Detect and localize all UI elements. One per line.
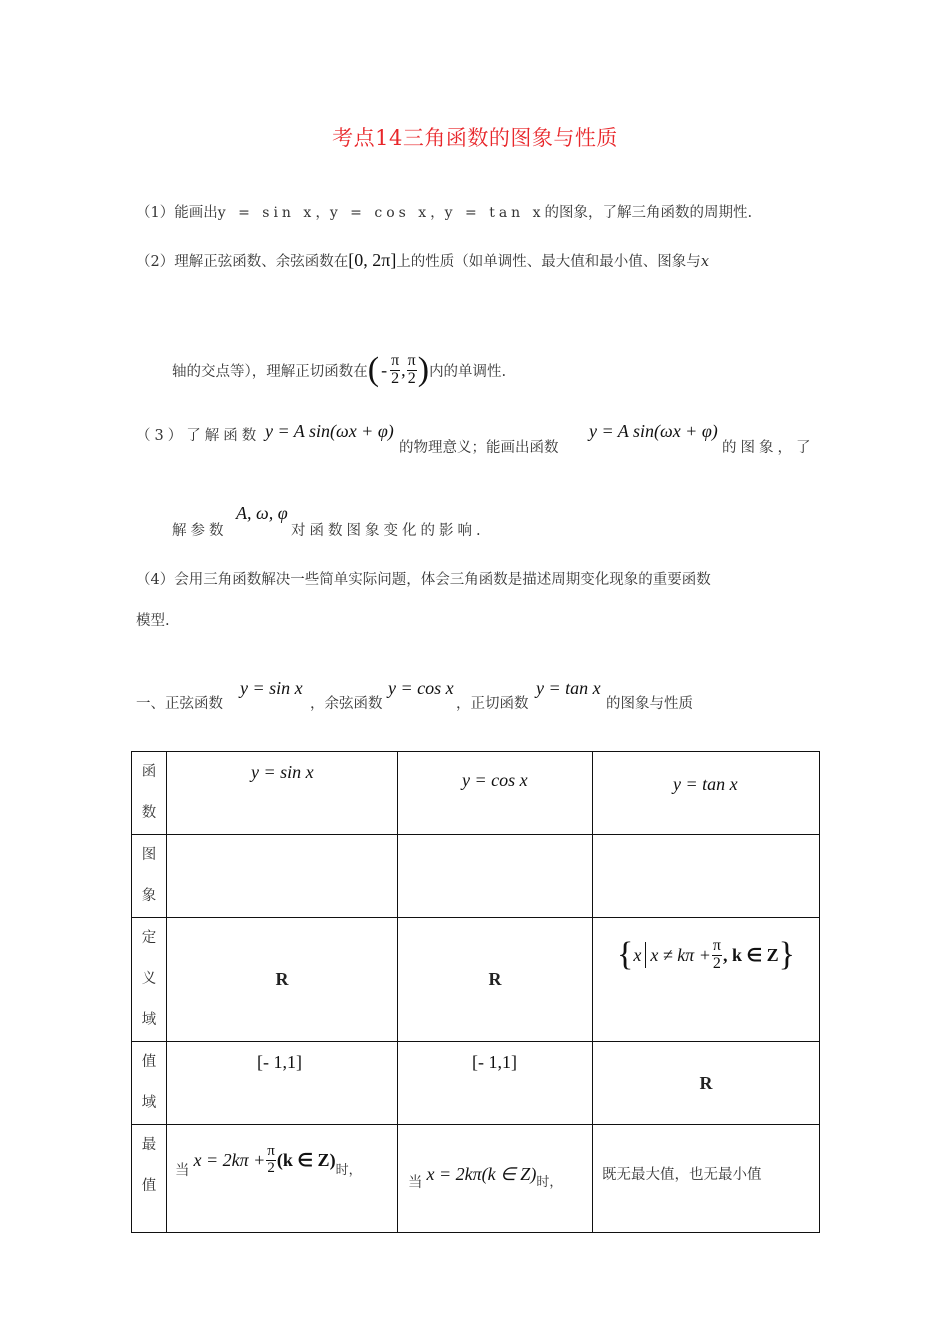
section-heading-prefix: 一、正弦函数	[136, 696, 223, 712]
domain-tan-frac: $\frac{\pi}{2}$	[712, 936, 721, 972]
requirement-4-line1: （4）会用三角函数解决一些简单实际问题，体会三角函数是描述周期变化现象的重要函数	[136, 572, 711, 588]
requirement-2	[136, 250, 709, 271]
extremum-sin-line: 当 x = 2kπ + $\frac{\pi}{2}$ (k ∈ Z) 时，	[175, 1143, 362, 1179]
cell-function-tan: y = tan x	[593, 752, 820, 835]
req1-cos: y = cos x	[329, 205, 431, 221]
req2-prefix: （2）理解正弦函数、余弦函数在	[136, 254, 349, 270]
extremum-sin-frac: $\frac{\pi}{2}$	[267, 1143, 275, 1176]
req3-formula-2: y = A sin(ωx + φ)	[589, 421, 718, 441]
row-header-range: 值 域	[132, 1042, 167, 1125]
row-header-extremum: 最 值	[132, 1125, 167, 1233]
req2-frac-right: $\frac{\pi}{2}$	[407, 351, 416, 387]
cell-range-cos: [- 1,1]	[398, 1042, 593, 1125]
req3-formula-1: y = A sin(ωx + φ)	[265, 421, 394, 441]
cell-extremum-sin	[167, 1125, 398, 1233]
req3-params: A, ω, φ	[236, 503, 288, 523]
req1-prefix: （1）能画出	[136, 205, 218, 221]
req2-interval: [0, 2π]	[348, 250, 397, 270]
row-header-domain: 定 义 域	[132, 918, 167, 1042]
cell-domain-tan	[593, 918, 820, 1042]
section-heading-cos: y = cos x	[388, 678, 454, 698]
section-heading-tan: y = tan x	[536, 678, 601, 698]
section-heading-mid1: ，余弦函数	[310, 696, 383, 712]
domain-tan-set: { x x ≠ kπ + $\frac{\pi}{2}$ , k ∈ Z }	[617, 936, 795, 973]
cell-extremum-cos	[398, 1125, 593, 1233]
page-title: 考点14三角函数的图象与性质	[332, 126, 618, 150]
cell-extremum-tan: 既无最大值，也无最小值	[593, 1125, 820, 1233]
properties-table	[131, 751, 820, 1233]
req3-prefix: （3）了解函数	[136, 428, 261, 444]
req2-open-interval: ( - $\frac{\pi}{2}$ , $\frac{\pi}{2}$ )	[367, 351, 430, 388]
req2-x: x	[700, 254, 709, 270]
cell-graph-sin	[167, 835, 398, 918]
req1-sep2: ，	[430, 205, 445, 221]
req2-comma: ,	[401, 359, 406, 380]
cell-graph-tan	[593, 835, 820, 918]
req1-sep1: ，	[315, 205, 330, 221]
requirement-2-line2	[172, 348, 506, 392]
req1-tan: y = tan x	[444, 205, 545, 221]
cell-function-cos: y = cos x	[398, 752, 593, 835]
req3-suffix: 的图象，了	[722, 440, 815, 456]
row-header-function: 函 数	[132, 752, 167, 835]
table-row-extremum	[132, 1125, 820, 1233]
requirement-3	[136, 424, 260, 445]
cell-domain-cos: R	[398, 918, 593, 1042]
cell-function-sin: y = sin x	[167, 752, 398, 835]
section-heading-suffix: 的图象与性质	[606, 696, 693, 712]
req2-frac-left: $\frac{\pi}{2}$	[391, 351, 400, 387]
req3-mid: 的物理意义；能画出函数	[399, 440, 559, 456]
cell-range-tan: R	[593, 1042, 820, 1125]
cell-graph-cos	[398, 835, 593, 918]
section-heading-sin: y = sin x	[240, 678, 303, 698]
req3-line2-suffix: 对函数图象变化的影响.	[291, 523, 485, 539]
table-row-range	[132, 1042, 820, 1125]
table-row-function	[132, 752, 820, 835]
req1-suffix: 的图象，了解三角函数的周期性.	[544, 205, 753, 221]
cell-domain-sin: R	[167, 918, 398, 1042]
req3-line2-prefix: 解参数	[172, 523, 228, 539]
table-row-graph	[132, 835, 820, 918]
requirement-1	[136, 201, 752, 222]
section-heading-mid2: ，正切函数	[456, 696, 529, 712]
table-row-domain	[132, 918, 820, 1042]
req2-line2-suffix: 内的单调性.	[429, 363, 507, 380]
req2-minus: -	[381, 359, 388, 380]
requirement-4-line2: 模型.	[136, 613, 170, 629]
row-header-graph: 图 象	[132, 835, 167, 918]
req2-line2-prefix: 轴的交点等），理解正切函数在	[172, 363, 368, 380]
req1-sin: y = sin x	[217, 205, 316, 221]
cell-range-sin: [- 1,1]	[167, 1042, 398, 1125]
extremum-cos-line: 当 x = 2kπ(k ∈ Z) 时，	[408, 1164, 563, 1191]
req2-suffix: 上的性质（如单调性、最大值和最小值、图象与	[396, 254, 701, 270]
